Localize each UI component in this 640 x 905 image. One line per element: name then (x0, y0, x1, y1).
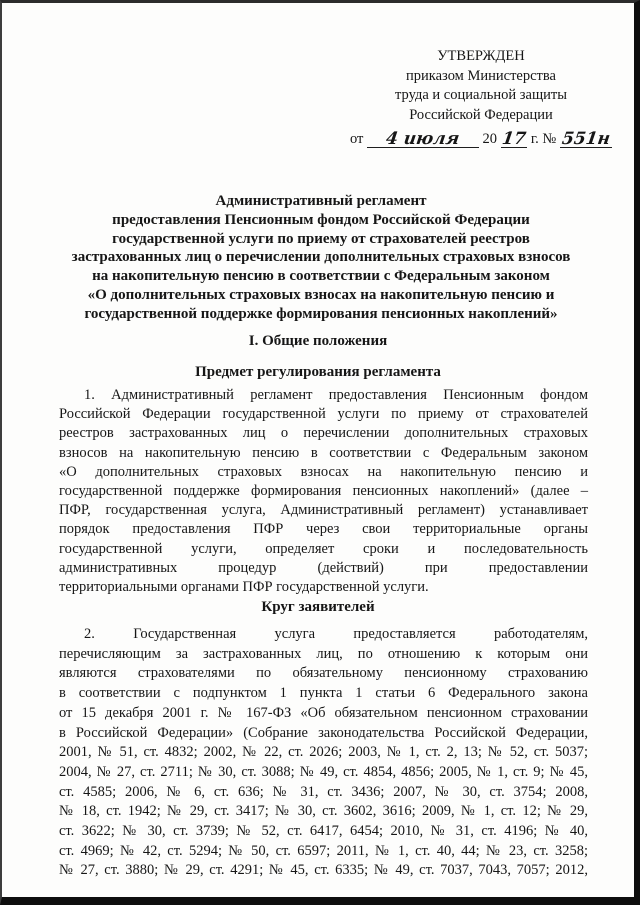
text-line: «О дополнительных страховых взносах на накопительную пенсию и (59, 463, 588, 480)
text-line: на накопительную пенсию в соответствии с Федеральным законом (92, 268, 550, 285)
text-line: приказом Министерства (406, 67, 556, 84)
text-line: ст. 4969; № 42, ст. 5294; № 50, ст. 6597; 2011, № 1, ст. 40, 44; № 23, ст. 3258; (59, 842, 588, 859)
date-blank-underline (367, 129, 478, 149)
text-line: государственной услуги по приему от страхователей реестров (112, 230, 530, 247)
text-line: ст. 3622; № 30, ст. 3739; № 52, ст. 6417, 6454; 2010, № 31, ст. 4196; № 40, (59, 823, 588, 840)
text-line: № 27, ст. 3880; № 29, ст. 4291; № 45, ст. 6335; № 49, ст. 7037, 7043, 7057; 2012, (59, 862, 588, 879)
text-line: «О дополнительных страховых взносах на накопительную пенсию и (87, 286, 555, 303)
text-line: 2001, № 51, ст. 4832; 2002, № 22, ст. 2026; 2003, № 1, ст. 2, 13; № 52, ст. 5037; (59, 744, 588, 761)
approval-block (350, 47, 612, 148)
subsection-heading-predmet: Предмет регулирования регламента (195, 364, 441, 380)
subsection-heading-krug: Круг заявителей (261, 599, 375, 615)
text-line: ст. 4585; 2006, № 6, ст. 636; № 31, ст. 3436; 2007, № 30, ст. 3754; 2008, (59, 783, 588, 800)
document-title (22, 192, 620, 324)
approval-date-line (350, 131, 612, 148)
text-line: ПФР, государственная услуга, Административный регламент) устанавливает (59, 502, 588, 519)
text-line: в соответствии с подпунктом 1 пункта 1 статьи 6 Федерального закона (59, 685, 588, 702)
paragraph-1 (59, 386, 588, 597)
text-line: предоставления Пенсионным фондом Российской Федерации (112, 211, 530, 228)
number-label: г. № (530, 131, 557, 147)
year-blank-underline (500, 129, 528, 149)
text-line: территориальными органами ПФР государственной услуги. (59, 579, 429, 596)
text-line: застрахованных лиц о перечислении дополнительных страховых взносов (71, 249, 571, 266)
text-line: в Российской Федерации» (Собрание законодательства Российской Федерации, (59, 724, 588, 741)
text-line: взносов на накопительную пенсию в соответствии с Федеральным законом (59, 444, 588, 461)
text-line: 1. Административный регламент предоставления Пенсионным фондом (84, 387, 588, 403)
text-line: от 15 декабря 2001 г. № 167-ФЗ «Об обязательном пенсионном страховании (59, 704, 588, 721)
approval-lines (350, 47, 612, 125)
text-line: порядок предоставления ПФР через свои территориальные органы (59, 521, 588, 538)
text-line: являются страхователями по обязательному пенсионному страхованию (59, 665, 588, 682)
text-line: реестров застрахованных лиц о перечислении дополнительных страховых (59, 425, 588, 442)
text-line: 2004, № 27, ст. 2711; № 30, ст. 3088; № 49, ст. 4854, 4856; 2005, № 1, ст. 9; № 45, (59, 763, 588, 780)
text-line: Административный регламент (215, 193, 427, 209)
handwritten-number: 551н (560, 129, 612, 149)
paragraph-2 (59, 625, 588, 881)
text-line: № 18, ст. 1942; № 29, ст. 3417; № 30, ст. 3602, 3616; 2009, № 1, ст. 12; № 29, (59, 803, 588, 820)
text-line: государственной поддержке формирования пенсионных накоплений» (далее – (59, 483, 588, 500)
section-heading-general: I. Общие положения (248, 333, 388, 349)
text-line: административных процедур (действий) при предоставлении (59, 559, 588, 576)
date-from-label: от (350, 131, 364, 147)
text-line: труда и социальной защиты (395, 87, 567, 103)
handwritten-year: 17 (500, 129, 528, 149)
text-line: перечисляющим за застрахованных лиц, по отношению к которым они (59, 645, 588, 662)
number-blank-underline (560, 129, 612, 149)
handwritten-day-month: 4 июля (385, 129, 461, 149)
text-line: государственной услуги, определяет сроки и последовательность (59, 540, 588, 557)
text-line: Российской Федерации (409, 106, 553, 123)
text-line: государственной поддержке формирования пенсионных накоплений» (84, 305, 558, 322)
text-line: УТВЕРЖДЕН (437, 48, 525, 64)
text-line: Российской Федерации государственной услуги по приему от страхователей (59, 406, 588, 423)
text-line: 2. Государственная услуга предоставляется работодателям, (84, 626, 588, 642)
year-prefix-label: 20 (482, 131, 498, 147)
